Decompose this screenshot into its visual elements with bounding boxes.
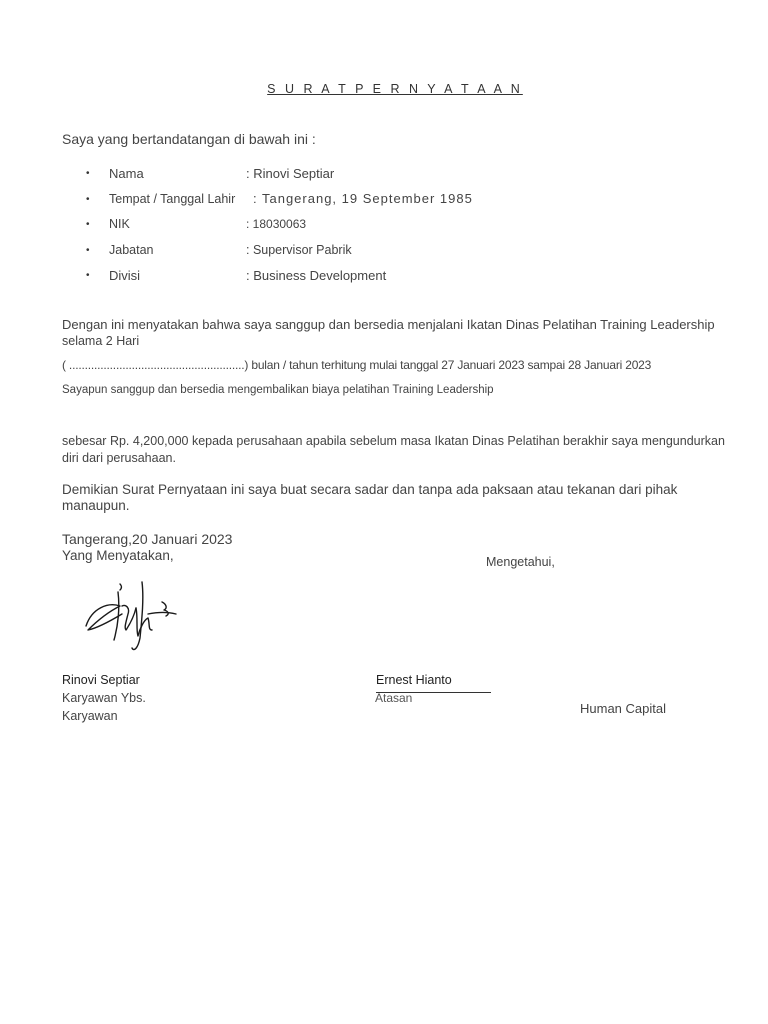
signer2-name: Ernest Hianto	[376, 673, 452, 687]
acknowledged-label: Mengetahui,	[486, 555, 555, 569]
bullet-icon: •	[86, 194, 90, 205]
field-value-nama: : Rinovi Septiar	[246, 166, 335, 181]
field-value-jabatan: : Supervisor Pabrik	[246, 243, 352, 257]
stated-by-label: Yang Menyatakan,	[62, 548, 174, 563]
penalty-line-1: sebesar Rp. 4,200,000 kepada perusahaan apabila sebelum masa Ikatan Dinas Pelatihan berakhir saya mengundurkan	[62, 434, 725, 448]
signer1-role-2: Karyawan	[62, 709, 118, 723]
duration-line: ( ........................................................) bulan / tahun terhitung mulai tanggal 27 Januari 2023 sampai 28 Januari 2023	[62, 358, 652, 372]
bullet-icon: •	[86, 270, 90, 281]
closing-line-2: manaupun.	[62, 498, 130, 513]
field-label-jabatan: Jabatan	[109, 243, 154, 257]
statement-line-2: selama 2 Hari	[62, 334, 140, 348]
document-title: S U R A T P E R N Y A T A A N	[267, 82, 523, 96]
bullet-icon: •	[86, 168, 90, 179]
closing-line-1: Demikian Surat Pernyataan ini saya buat secara sadar dan tanpa ada paksaan atau tekanan dari pihak	[62, 482, 678, 497]
field-value-divisi: : Business Development	[246, 268, 387, 283]
bullet-icon: •	[86, 245, 90, 256]
field-value-nik: : 18030063	[246, 217, 307, 231]
place-date: Tangerang,20 Januari 2023	[62, 531, 233, 547]
field-label-ttl: Tempat / Tanggal Lahir	[109, 192, 236, 206]
signer2-role: Atasan	[375, 691, 413, 705]
field-label-nama: Nama	[109, 166, 144, 181]
signature-image	[78, 578, 188, 658]
statement-line-1: Dengan ini menyatakan bahwa saya sanggup dan bersedia menjalani Ikatan Dinas Pelatihan Training Leadership	[62, 317, 715, 332]
signer3-role: Human Capital	[580, 701, 666, 716]
field-value-ttl: : Tangerang, 19 September 1985	[253, 191, 473, 206]
signer1-name: Rinovi Septiar	[62, 673, 140, 687]
intro-text: Saya yang bertandatangan di bawah ini :	[62, 131, 316, 147]
penalty-line-2: diri dari perusahaan.	[62, 451, 176, 465]
field-label-divisi: Divisi	[109, 268, 141, 283]
signer1-role-1: Karyawan Ybs.	[62, 691, 146, 705]
refund-line: Sayapun sanggup dan bersedia mengembalikan biaya pelatihan Training Leadership	[62, 384, 494, 396]
bullet-icon: •	[86, 219, 90, 230]
field-label-nik: NIK	[109, 217, 130, 231]
